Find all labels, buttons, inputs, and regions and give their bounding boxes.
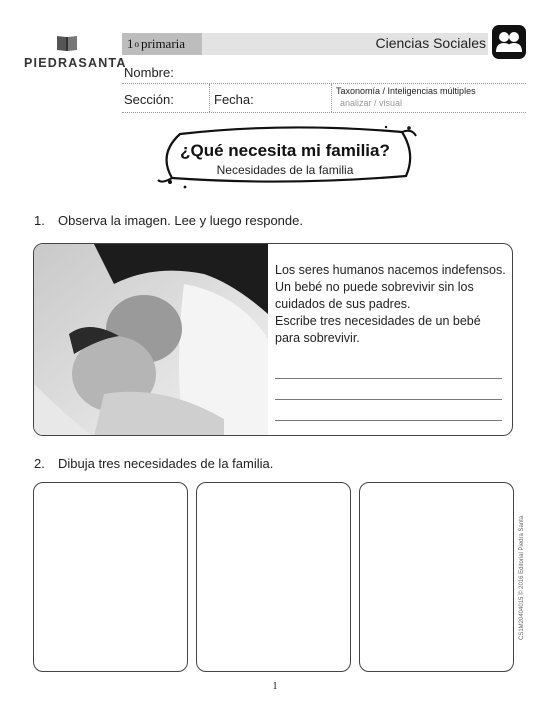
taxonomy-label: Taxonomía / Inteligencias múltiples — [336, 86, 476, 96]
taxonomy-values: analizar / visual — [340, 98, 403, 108]
answer-line-3[interactable] — [275, 420, 502, 421]
paragraph-line: Los seres humanos nacemos indefensos. — [275, 263, 506, 277]
page-number: 1 — [272, 681, 278, 692]
paragraph-line: Un bebé no puede sobrevivir sin los — [275, 280, 474, 294]
answer-line-1[interactable] — [275, 378, 502, 379]
paragraph-line: Escribe tres necesidades de un bebé — [275, 314, 481, 328]
grade-degree: o — [134, 39, 139, 49]
drawing-box-2[interactable] — [196, 482, 351, 672]
date-label: Fecha: — [214, 92, 254, 107]
question-1 — [34, 213, 303, 228]
date-divider — [331, 84, 332, 112]
question-1-number: 1. — [34, 213, 45, 228]
paragraph-line: cuidados de sus padres. — [275, 297, 411, 311]
publisher-logo-text: PIEDRASANTA — [24, 56, 127, 70]
name-line — [122, 83, 526, 84]
question-2-number: 2. — [34, 456, 45, 471]
grade-word: primaria — [141, 36, 186, 51]
question-1-paragraph — [275, 262, 507, 347]
section-label: Sección: — [124, 92, 174, 107]
subject-title: Ciencias Sociales — [375, 35, 486, 51]
section-line — [122, 112, 526, 113]
grade-number: 1 — [127, 36, 134, 51]
question-1-text: Observa la imagen. Lee y luego responde. — [58, 213, 303, 228]
grade-label — [122, 33, 202, 55]
people-icon — [492, 25, 526, 59]
copyright-credit: CS1M20404015 © 2016 Editorial Piedra Santa — [519, 515, 525, 640]
section-divider — [209, 84, 210, 112]
paragraph-line: para sobrevivir. — [275, 331, 360, 345]
drawing-box-1[interactable] — [33, 482, 188, 672]
answer-line-2[interactable] — [275, 399, 502, 400]
question-1-panel — [33, 243, 513, 436]
name-label: Nombre: — [124, 65, 174, 80]
question-2-text: Dibuja tres necesidades de la familia. — [58, 456, 274, 471]
book-logo-icon — [55, 34, 79, 52]
mother-and-baby-photo — [34, 244, 268, 436]
worksheet-title: ¿Qué necesita mi familia? — [180, 141, 390, 160]
drawing-box-3[interactable] — [359, 482, 514, 672]
worksheet-subtitle: Necesidades de la familia — [216, 163, 354, 177]
question-2 — [34, 456, 273, 471]
